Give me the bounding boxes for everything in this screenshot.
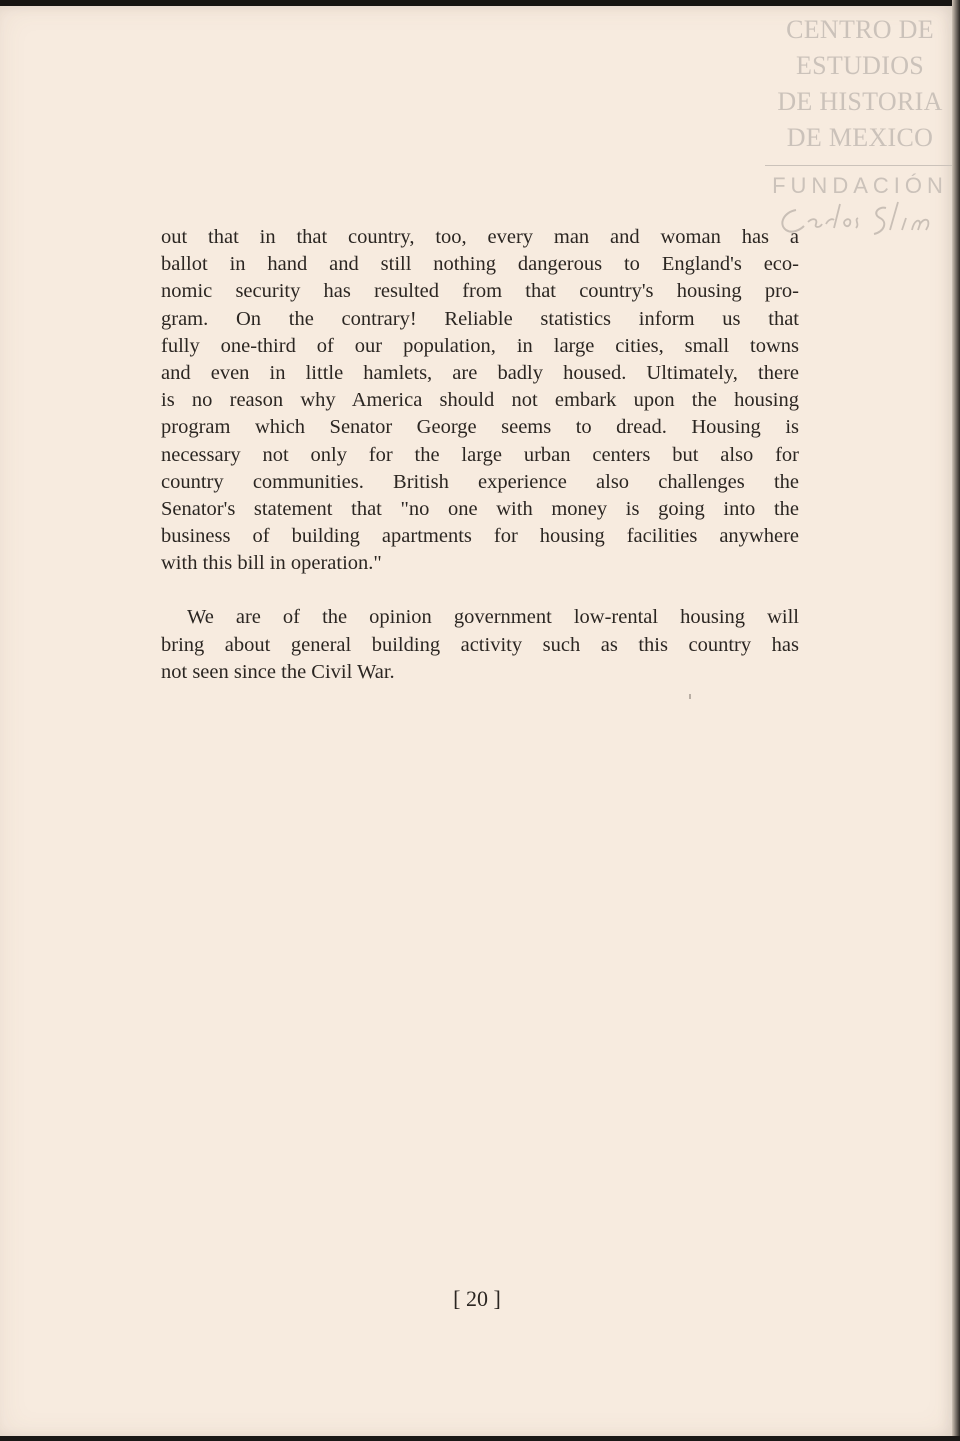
text-line: Senator's statement that "no one with money is going into the	[161, 497, 799, 520]
text-line: and even in little hamlets, are badly housed. Ultimately, there	[161, 361, 799, 384]
archive-watermark	[762, 12, 958, 200]
body-text	[161, 224, 799, 686]
text-line: is no reason why America should not embark upon the housing	[161, 389, 799, 412]
text-line: bring about general building activity such as this country has	[161, 633, 799, 656]
text-line: gram. On the contrary! Reliable statistics inform us that	[161, 307, 799, 330]
scan-bottom-border	[0, 1436, 960, 1441]
text-line: with this bill in operation."	[161, 552, 382, 575]
text-line: ballot in hand and still nothing dangerous to England's eco-	[161, 253, 799, 276]
text-line: We are of the opinion government low-rental housing will	[187, 606, 799, 629]
watermark-signature-icon	[774, 196, 954, 244]
watermark-line: ESTUDIOS	[795, 51, 925, 80]
page-number: [ 20 ]	[453, 1286, 501, 1311]
paper-speck	[689, 694, 691, 699]
watermark-line: CENTRO DE	[786, 15, 934, 44]
text-line: out that in that country, too, every man and woman has a	[161, 226, 799, 248]
text-line: not seen since the Civil War.	[161, 660, 395, 683]
scan-right-border	[952, 0, 960, 1441]
text-line: necessary not only for the large urban centers but also for	[161, 443, 799, 466]
text-line: business of building apartments for housing facilities anywhere	[161, 525, 799, 548]
watermark-divider	[765, 165, 955, 166]
text-line: country communities. British experience also challenges the	[161, 470, 799, 493]
watermark-line: DE MEXICO	[786, 123, 934, 152]
document-page	[0, 6, 954, 1437]
text-line: program which Senator George seems to dread. Housing is	[161, 416, 799, 439]
paragraph-spacer	[161, 577, 799, 604]
watermark-foundation: FUNDACIÓN	[772, 173, 948, 198]
text-line: fully one-third of our population, in large cities, small towns	[161, 334, 799, 357]
watermark-line: DE HISTORIA	[777, 87, 943, 116]
text-line: nomic security has resulted from that country's housing pro-	[161, 280, 799, 303]
